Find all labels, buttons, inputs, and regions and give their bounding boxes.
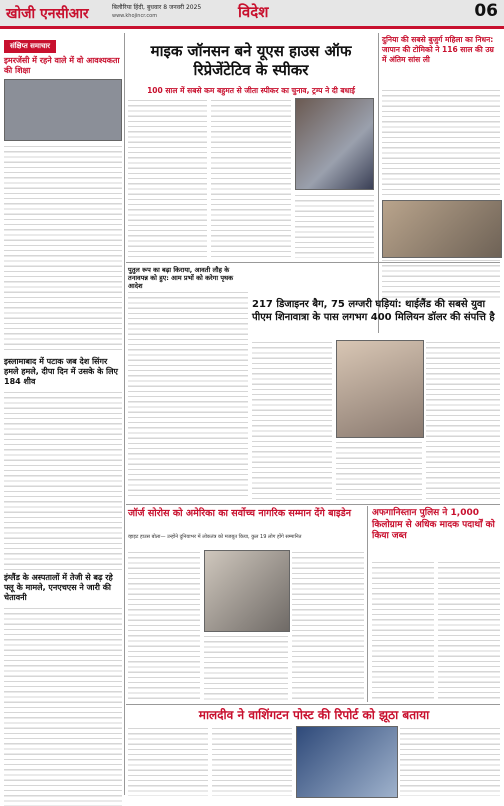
story3-body-col3 [426, 340, 500, 500]
story3-body-col2 [336, 440, 422, 500]
rule-2 [126, 504, 500, 505]
left-column [4, 33, 122, 795]
story5-body-col2 [438, 560, 500, 700]
story4-body-col1 [128, 550, 200, 700]
story5-body-col1 [372, 560, 434, 700]
rule-3 [126, 704, 500, 705]
right-story-body-2 [382, 258, 500, 298]
left-story3-headline: इंग्लैंड के अस्पतालों में तेजी से बढ़ रहे फ्लू के मामले, एनएचएस ने जारी की चेतावनी [4, 573, 113, 602]
story4-headline: जॉर्ज सोरोस को अमेरिका का सर्वोच्च नागरिक सम्मान देंगे बाइडेन [128, 508, 352, 519]
brief-news-tag: संक्षिप्त समाचार [4, 40, 56, 53]
story6-headline: मालदीव ने वाशिंगटन पोस्ट की रिपोर्ट को झूठा बताया [198, 708, 430, 722]
story3-body-col1 [252, 340, 332, 500]
column-rule-left [124, 33, 125, 795]
main-subheadline: 100 साल में सबसे कम बहुमत से जीता स्पीकर का चुनाव, ट्रम्प ने दी बधाई [147, 86, 355, 95]
main-headline: माइक जॉनसन बने यूएस हाउस ऑफ रिप्रेजेंटेटिव के स्पीकर [150, 42, 352, 79]
left-story1-photo [4, 79, 122, 141]
right-headline: दुनिया की सबसे बुजुर्ग महिला का निधन: जापान की टोमिको ने 116 साल की उम्र में अंतिम सांस ली [382, 35, 494, 64]
right-story-body [382, 88, 500, 198]
column-rule-mid [367, 506, 368, 702]
left-story3-body [4, 606, 122, 806]
story6-body-col2 [212, 726, 292, 796]
column-rule-right [378, 33, 379, 333]
story4-subheadline: व्हाइट हाउस बोला— उन्होंने दुनियाभर में लोकतंत्र को मजबूत किया, कुल 19 लोग होंगे सम्मानित [128, 534, 302, 540]
story3-photo [336, 340, 424, 438]
page-number: 06 [474, 1, 498, 21]
left-story1-headline: इमरजेंसी में रहने वाले में वो आवश्यकता की शिक्षा [4, 56, 120, 75]
left-story2-body [4, 390, 122, 570]
newspaper-logo: खोजी एनसीआर [6, 6, 89, 22]
main-story-photo [295, 98, 374, 190]
rule-1 [126, 262, 500, 263]
story6-body-col3 [400, 726, 500, 796]
story2-body [128, 290, 248, 500]
main-story-col2 [211, 98, 290, 258]
main-story-col1 [128, 98, 207, 258]
story3-headline: 217 डिजाइनर बैग, 75 लग्जरी घड़ियां: थाईलैंड की सबसे युवा पीएम शिनावात्रा के पास लगभग 400 मिलियन डॉलर की संपत्ति है [252, 299, 495, 323]
masthead-rule [0, 26, 504, 29]
story4-body-col3 [292, 550, 364, 700]
dateline: बिलौरिया हिंदी, बुधवार 8 जनवरी 2025 [112, 4, 202, 11]
main-story-col3 [295, 193, 374, 258]
section-title: विदेश [238, 3, 269, 21]
story5-headline: अफगानिस्तान पुलिस ने 1,000 किलोग्राम से अधिक मादक पदार्थों को किया जब्त [372, 508, 495, 541]
story6-body-col1 [128, 726, 208, 796]
website-line: www.khojincr.com [112, 13, 158, 19]
left-story1-body [4, 144, 122, 354]
right-story-photo [382, 200, 502, 258]
story4-photo [204, 550, 290, 632]
main-story [128, 98, 374, 258]
story2-headline: पुतुल रूप का बढ़ा किराया, आवती लौह के तनावपन्न को हुए: आम प्रभों को करेगा पृथक आदेश [128, 266, 234, 290]
story4-body-col2 [204, 634, 288, 700]
story6-photo [296, 726, 398, 798]
left-story2-headline: इस्लामाबाद में पटाक जब देश सिंगर हमले हमले, दीपा दिन में उसके के लिए 184 शीव [4, 357, 118, 386]
